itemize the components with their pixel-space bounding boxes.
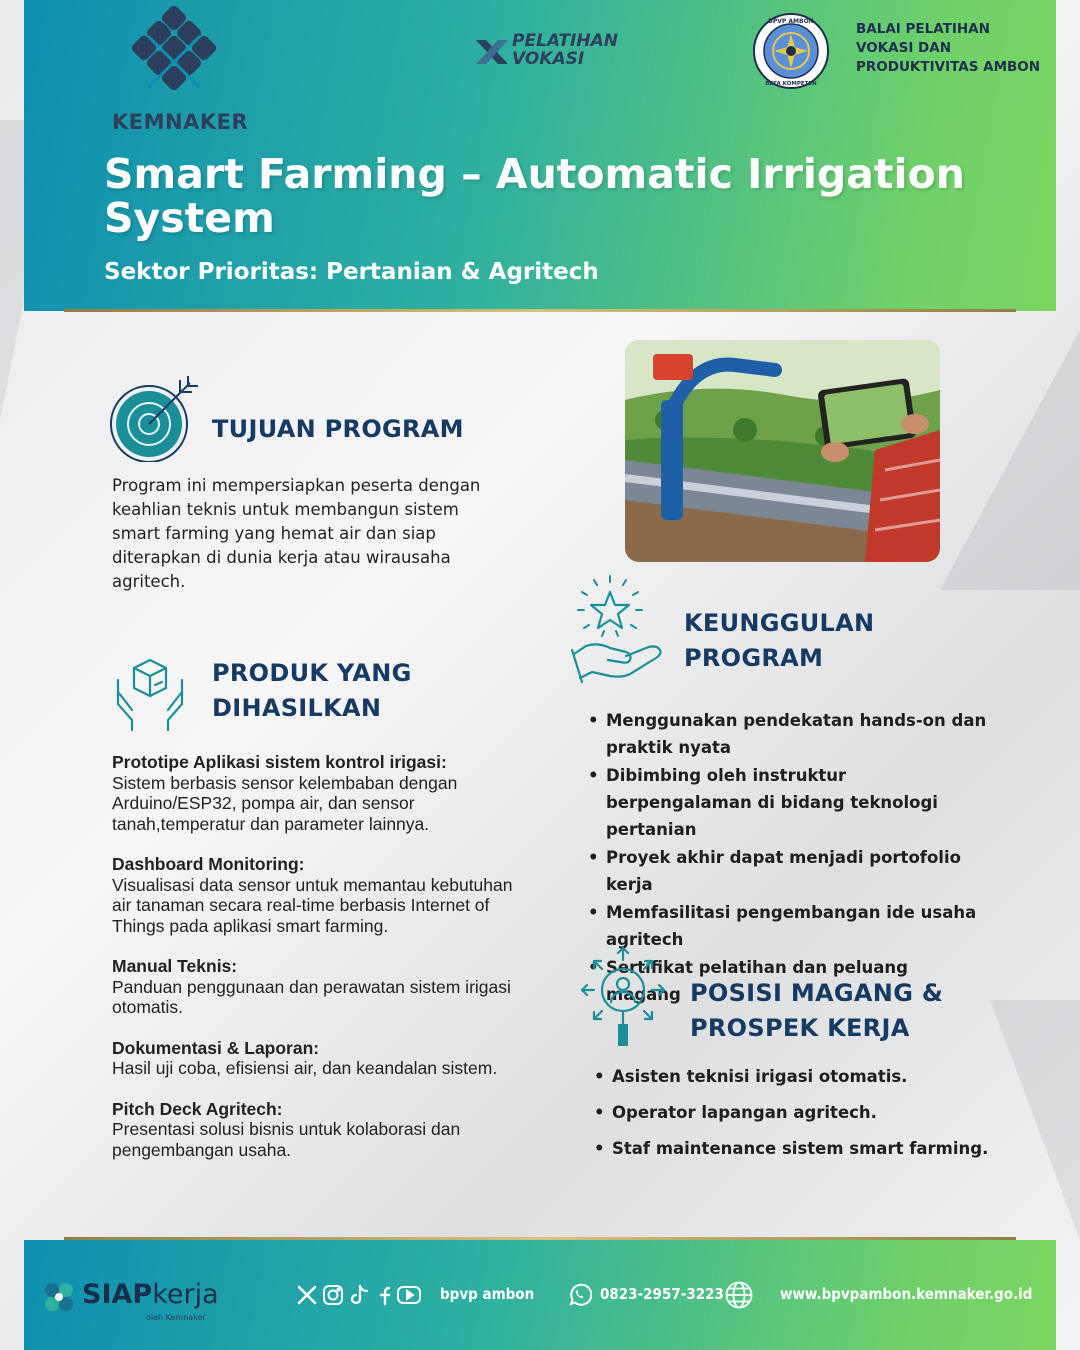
svg-text:BETA KOMPETEN: BETA KOMPETEN <box>765 81 817 87</box>
siapkerja-sub-text: oleh Kemnaker <box>146 1313 206 1322</box>
list-item: • Menggunakan pendekatan hands-on dan praktik nyata <box>588 707 988 761</box>
background-shape <box>940 330 1080 590</box>
section-title-produk: PRODUK YANG DIHASILKAN <box>212 659 412 722</box>
bpvp-ambon-seal-icon <box>752 12 830 90</box>
product-list <box>112 752 522 1180</box>
pelatihan-vokasi-logo-icon <box>472 32 512 72</box>
facebook-icon[interactable] <box>372 1284 394 1306</box>
phone-number-text[interactable]: 0823-2957-3223 <box>600 1285 724 1303</box>
list-item: • Proyek akhir dapat menjadi portofolio kerja <box>588 844 988 898</box>
person-search-icon <box>578 946 668 1050</box>
x-icon[interactable] <box>296 1284 318 1306</box>
list-item: • Sertifikat pelatihan dan peluang magang <box>588 954 988 1008</box>
background-shape <box>990 1000 1080 1240</box>
siapkerja-logo-icon <box>40 1278 78 1316</box>
list-item: • Operator lapangan agritech. <box>594 1100 994 1126</box>
hands-box-icon <box>110 652 190 732</box>
svg-text:BPVP AMBON: BPVP AMBON <box>768 18 814 25</box>
product-item: Prototipe Aplikasi sistem kontrol irigasi: Sistem berbasis sensor kelembaban dengan Arduino/ESP32, pompa air, dan sensor tanah,temperatur dan parameter lainnya. <box>112 752 458 834</box>
page-subtitle: Sektor Prioritas: Pertanian & Agritech <box>104 259 599 285</box>
section-title-posisi: POSISI MAGANG & PROSPEK KERJA <box>690 979 944 1042</box>
social-handle-text[interactable]: bpvp ambon <box>440 1285 535 1303</box>
youtube-icon[interactable] <box>396 1284 422 1306</box>
tujuan-text: Program ini mempersiapkan peserta dengan keahlian teknis untuk membangun sistem smart farming yang hemat air dan siap diterapkan di dunia kerja atau wirausaha agritech. <box>112 476 481 591</box>
section-title-tujuan: TUJUAN PROGRAM <box>212 415 464 443</box>
target-arrow-icon <box>108 372 204 462</box>
product-item: Dokumentasi & Laporan: Hasil uji coba, efisiensi air, dan keandalan sistem. <box>112 1037 498 1078</box>
hand-star-icon <box>570 574 666 690</box>
kemnaker-logo-icon <box>128 6 220 98</box>
siapkerja-logo-text: SIAPkerja <box>82 1279 219 1310</box>
list-item: • Staf maintenance sistem smart farming. <box>594 1136 994 1162</box>
page-title: Smart Farming – Automatic Irrigation System <box>104 150 965 242</box>
list-item: • Asisten teknisi irigasi otomatis. <box>594 1064 994 1090</box>
whatsapp-icon[interactable] <box>566 1282 592 1308</box>
instagram-icon[interactable] <box>322 1284 344 1306</box>
pelatihan-vokasi-text: PELATIHAN VOKASI <box>512 31 618 69</box>
website-link[interactable]: www.bpvpambon.kemnaker.go.id <box>780 1285 1033 1303</box>
list-item: • Dibimbing oleh instruktur berpengalaman di bidang teknologi pertanian <box>588 762 988 843</box>
product-item: Dashboard Monitoring: Visualisasi data sensor untuk memantau kebutuhan air tanaman secara real-time berbasis Internet of Things pada aplikasi smart farming. <box>112 854 513 936</box>
posisi-list <box>594 1064 994 1172</box>
tiktok-icon[interactable] <box>348 1284 370 1306</box>
globe-icon[interactable] <box>724 1280 754 1310</box>
smart-farming-photo <box>625 340 940 562</box>
product-item: Pitch Deck Agritech: Presentasi solusi bisnis untuk kolaborasi dan pengembangan usaha. <box>112 1098 461 1160</box>
gold-divider <box>64 309 1016 312</box>
balai-pelatihan-text: BALAI PELATIHAN VOKASI DAN PRODUKTIVITAS AMBON <box>856 21 1041 75</box>
list-item: • Memfasilitasi pengembangan ide usaha agritech <box>588 899 988 953</box>
section-title-keunggulan: KEUNGGULAN PROGRAM <box>684 609 875 672</box>
product-item: Manual Teknis: Panduan penggunaan dan perawatan sistem irigasi otomatis. <box>112 956 511 1017</box>
kemnaker-logo-text: KEMNAKER <box>112 110 249 134</box>
